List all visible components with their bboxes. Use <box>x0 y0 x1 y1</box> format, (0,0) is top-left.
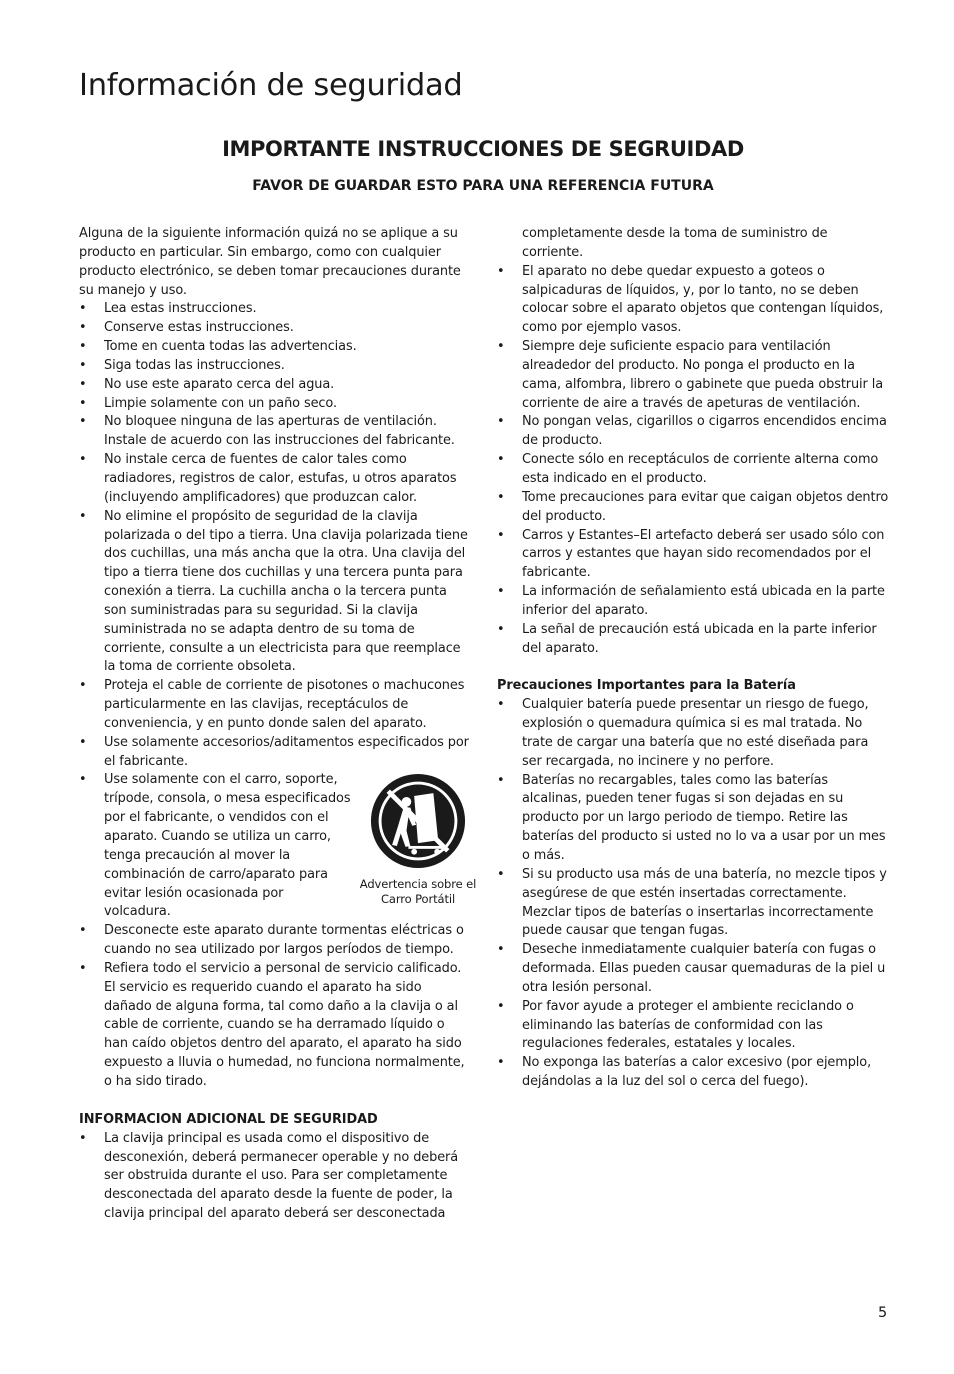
list-item: • Por favor ayude a proteger el ambiente reciclando o eliminando las baterías de conformidad con las regulaciones federales, estatales y locales. <box>497 998 891 1055</box>
list-item: • Proteja el cable de corriente de pisotones o machucones particularmente en las clavijas, receptáculos de conveniencia, y en punto donde salen del aparato. <box>79 677 471 734</box>
instructions-list <box>79 300 477 1091</box>
list-item: • No pongan velas, cigarillos o cigarros encendidos encima de producto. <box>497 413 891 451</box>
list-item: • No elimine el propósito de seguridad de la clavija polarizada o del tipo a tierra. Una clavija polarizada tiene dos cuchillas, una más ancha que la otra. Una clavija del tipo a tierra tiene dos cuchillas y una tercera punta para conexión a tierra. La cuchilla ancha o la tercera punta son suministradas para su seguridad. Si la clavija suministrada no se adapta dentro de su toma de corriente, consulte a un electricista para que reemplace la toma de corriente obsoleta. <box>79 508 471 678</box>
list-item: • Siempre deje suficiente espacio para ventilación alreadedor del producto. No ponga el producto en la cama, alfombra, librero o gabinete que pueda obstruir la corriente de aire a través de apeturas de ventilación. <box>497 338 891 413</box>
list-item: • Deseche inmediatamente cualquier batería con fugas o deformada. Ellas pueden causar quemaduras de la piel u otra lesión personal. <box>497 941 891 998</box>
list-item: • Conserve estas instrucciones. <box>79 319 471 338</box>
list-item: • Use solamente accesorios/aditamentos especificados por el fabricante. <box>79 734 471 772</box>
additional-safety-title: INFORMACION ADICIONAL DE SEGURIDAD <box>79 1111 378 1127</box>
list-item: • No bloquee ninguna de las aperturas de ventilación. Instale de acuerdo con las instrucciones del fabricante. <box>79 413 471 451</box>
list-item: • La clavija principal es usada como el dispositivo de desconexión, deberá permanecer operable y no deberá ser obstruida durante el uso. Para ser completamente desconectada del aparato desde la fuente de poder, la clavija principal del aparato deberá ser desconectada <box>79 1130 471 1224</box>
list-item: • Tome en cuenta todas las advertencias. <box>79 338 471 357</box>
list-item: • No use este aparato cerca del agua. <box>79 376 471 395</box>
intro-paragraph: Alguna de la siguiente información quizá no se aplique a su producto en particular. Sin embargo, como con cualquier producto electrónico, se deben tomar precauciones durante su manejo y uso. <box>79 226 461 298</box>
list-item: • Lea estas instrucciones. <box>79 300 471 319</box>
list-item: • Limpie solamente con un paño seco. <box>79 395 471 414</box>
portable-cart-warning-icon <box>370 773 466 869</box>
battery-precautions-list <box>497 696 891 1092</box>
list-item: • Conecte sólo en receptáculos de corriente alterna como esta indicado en el producto. <box>497 451 891 489</box>
list-item: • Siga todas las instrucciones. <box>79 357 471 376</box>
page-number: 5 <box>878 1305 888 1321</box>
cart-list-item <box>79 771 477 922</box>
list-item: • Carros y Estantes–El artefacto deberá ser usado sólo con carros y estantes que hayan sido recomendados por el fabricante. <box>497 527 891 584</box>
list-item: • Baterías no recargables, tales como las baterías alcalinas, pueden tener fugas si son dejadas en su producto por un largo periodo de tiempo. Retire las baterías del producto si usted no lo va a usar por un mes o más. <box>497 772 891 866</box>
list-item: • El aparato no debe quedar expuesto a goteos o salpicaduras de líquidos, y, por lo tanto, no se deben colocar sobre el aparato objetos que contengan líquidos, como por ejemplo vasos. <box>497 263 891 338</box>
safety-instructions-heading: IMPORTANTE INSTRUCCIONES DE SEGRUIDAD <box>222 137 744 161</box>
list-item: • Desconecte este aparato durante tormentas eléctricas o cuando no sea utilizado por largos períodos de tiempo. <box>79 922 471 960</box>
cart-warning-figure <box>357 771 479 907</box>
battery-precautions-title: Precauciones Importantes para la Batería <box>497 678 796 694</box>
additional-safety-list-continued <box>497 263 891 659</box>
cart-warning-caption: Advertencia sobre el Carro Portátil <box>359 877 477 907</box>
list-item: • Cualquier batería puede presentar un riesgo de fuego, explosión o quemadura química si es mal tratada. No trate de cargar una batería que no esté diseñada para ser recargada, no incinere y no perfore. <box>497 696 891 771</box>
list-item: • No exponga las baterías a calor excesivo (por ejemplo, dejándolas a la luz del sol o cerca del fuego). <box>497 1054 891 1092</box>
list-item: • Tome precauciones para evitar que caigan objetos dentro del producto. <box>497 489 891 527</box>
list-item: • La señal de precaución está ubicada en la parte inferior del aparato. <box>497 621 891 659</box>
list-item: • Refiera todo el servicio a personal de servicio calificado. El servicio es requerido cuando el aparato ha sido dañado de alguna forma, tal como daño a la clavija o al cable de corriente, cuando se ha derramado líquido o han caído objetos dentro del aparato, el aparato ha sido expuesto a lluvia o humedad, no funciona normalmente, o ha sido tirado. <box>79 960 471 1092</box>
right-column <box>497 225 891 1092</box>
additional-safety-list <box>79 1130 471 1224</box>
save-for-reference-subheading: FAVOR DE GUARDAR ESTO PARA UNA REFERENCIA FUTURA <box>252 178 714 194</box>
list-item: • No instale cerca de fuentes de calor tales como radiadores, registros de calor, estufas, u otros aparatos (incluyendo amplificadores) que produzcan calor. <box>79 451 471 508</box>
page-title: Información de seguridad <box>79 68 463 103</box>
list-item: • La información de señalamiento está ubicada en la parte inferior del aparato. <box>497 583 891 621</box>
list-item-continued: completamente desde la toma de suministro de corriente. <box>522 226 828 260</box>
left-column <box>79 225 477 1224</box>
cart-item-text: Use solamente con el carro, soporte, trípode, consola, o mesa especificados por el fabricante, o vendidos con el aparato. Cuando se utiliza un carro, tenga precaución al mover la combinación de carro/aparato para evitar lesión ocasionada por volcadura. <box>104 772 351 920</box>
list-item: • Si su producto usa más de una batería, no mezcle tipos y asegúrese de que estén insertadas correctamente. Mezclar tipos de baterías o insertarlas incorrectamente puede causar que tengan fugas. <box>497 866 891 941</box>
